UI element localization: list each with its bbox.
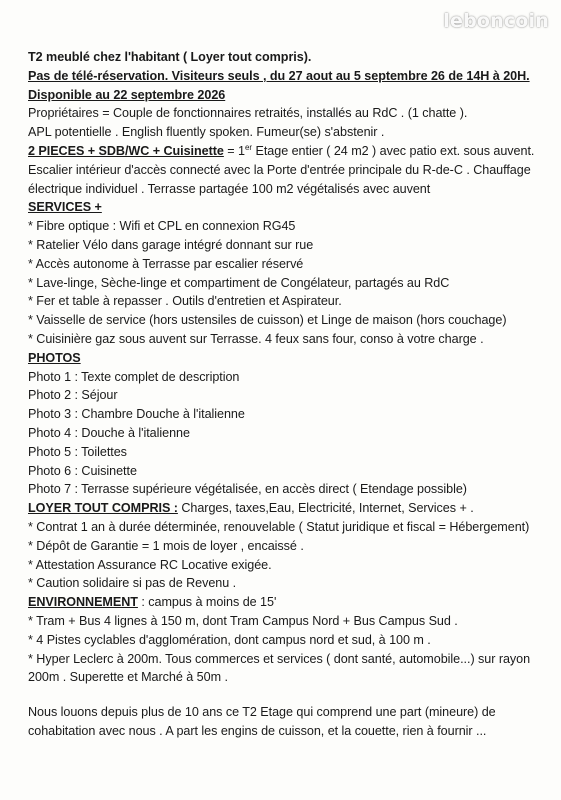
photo-item: Photo 6 : Cuisinette <box>28 463 137 478</box>
photo-item: Photo 4 : Douche à l'italienne <box>28 425 190 440</box>
listing-document <box>28 48 553 741</box>
photos-heading: PHOTOS <box>28 350 81 365</box>
closing-line: Nous louons depuis plus de 10 ans ce T2 Etage qui comprend une part (mineure) de <box>28 705 496 720</box>
rooms-text-b: Etage entier ( 24 m2 ) avec patio ext. sous auvent. <box>252 143 535 158</box>
rent-text: Charges, taxes,Eau, Electricité, Internet, Services + . <box>177 501 474 516</box>
rooms-text-a: = 1 <box>223 143 246 158</box>
list-item: * Dépôt de Garantie = 1 mois de loyer , encaissé . <box>28 538 304 553</box>
photo-item: Photo 3 : Chambre Douche à l'italienne <box>28 407 245 422</box>
services-heading: SERVICES + <box>28 200 102 215</box>
list-item: * Fibre optique : Wifi et CPL en connexion RG45 <box>28 219 296 234</box>
rooms-line-3: électrique individuel . Terrasse partagée 100 m2 végétalisés avec auvent <box>28 181 431 196</box>
environment-line <box>28 593 553 612</box>
apl-line: APL potentielle . English fluently spoken. Fumeur(se) s'abstenir . <box>28 125 385 140</box>
list-item: 200m . Superette et Marché à 50m . <box>28 670 228 685</box>
paragraph-spacer <box>28 687 553 703</box>
rooms-heading: 2 PIECES + SDB/WC + Cuisinette <box>28 143 224 158</box>
rent-heading: LOYER TOUT COMPRIS : <box>28 501 178 516</box>
rooms-sup: er <box>245 142 253 152</box>
photo-item: Photo 1 : Texte complet de description <box>28 369 240 384</box>
rent-line <box>28 499 553 518</box>
list-item: * Lave-linge, Sèche-linge et compartiment de Congélateur, partagés au RdC <box>28 275 450 290</box>
list-item: * Accès autonome à Terrasse par escalier réservé <box>28 256 304 271</box>
listing-title: T2 meublé chez l'habitant ( Loyer tout compris). <box>28 50 312 64</box>
closing-line: cohabitation avec nous . A part les engins de cuisson, et la couette, rien à fournir ... <box>28 723 487 738</box>
list-item: * Tram + Bus 4 lignes à 150 m, dont Tram Campus Nord + Bus Campus Sud . <box>28 613 458 628</box>
list-item: * Hyper Leclerc à 200m. Tous commerces et services ( dont santé, automobile...) sur rayon <box>28 651 531 666</box>
rooms-line-2: Escalier intérieur d'accès connecté avec la Porte d'entrée principale du R-de-C . Chauffage <box>28 162 531 177</box>
environment-heading: ENVIRONNEMENT <box>28 595 138 610</box>
photo-item: Photo 2 : Séjour <box>28 388 118 403</box>
list-item: * Caution solidaire si pas de Revenu . <box>28 576 237 591</box>
list-item: * Ratelier Vélo dans garage intégré donnant sur rue <box>28 237 314 252</box>
list-item: * Cuisinière gaz sous auvent sur Terrasse. 4 feux sans four, conso à votre charge . <box>28 331 484 346</box>
visit-info: Pas de télé-réservation. Visiteurs seuls , du 27 aout au 5 septembre 26 de 14H à 20H. <box>28 68 530 83</box>
photo-item: Photo 5 : Toilettes <box>28 444 127 459</box>
environment-text: : campus à moins de 15' <box>137 595 277 610</box>
list-item: * Contrat 1 an à durée déterminée, renouvelable ( Statut juridique et fiscal = Hébergement) <box>28 519 530 534</box>
photo-item: Photo 7 : Terrasse supérieure végétalisée, en accès direct ( Etendage possible) <box>28 482 467 497</box>
owners-line: Propriétaires = Couple de fonctionnaires retraités, installés au RdC . (1 chatte ). <box>28 106 468 121</box>
list-item: * 4 Pistes cyclables d'agglomération, dont campus nord et sud, à 100 m . <box>28 632 431 647</box>
availability-date: Disponible au 22 septembre 2026 <box>28 87 226 102</box>
list-item: * Fer et table à repasser . Outils d'entretien et Aspirateur. <box>28 294 342 309</box>
rooms-line <box>28 142 553 161</box>
leboncoin-watermark: leboncoin <box>443 10 549 32</box>
list-item: * Vaisselle de service (hors ustensiles de cuisson) et Linge de maison (hors couchage) <box>28 313 507 328</box>
list-item: * Attestation Assurance RC Locative exigée. <box>28 557 272 572</box>
